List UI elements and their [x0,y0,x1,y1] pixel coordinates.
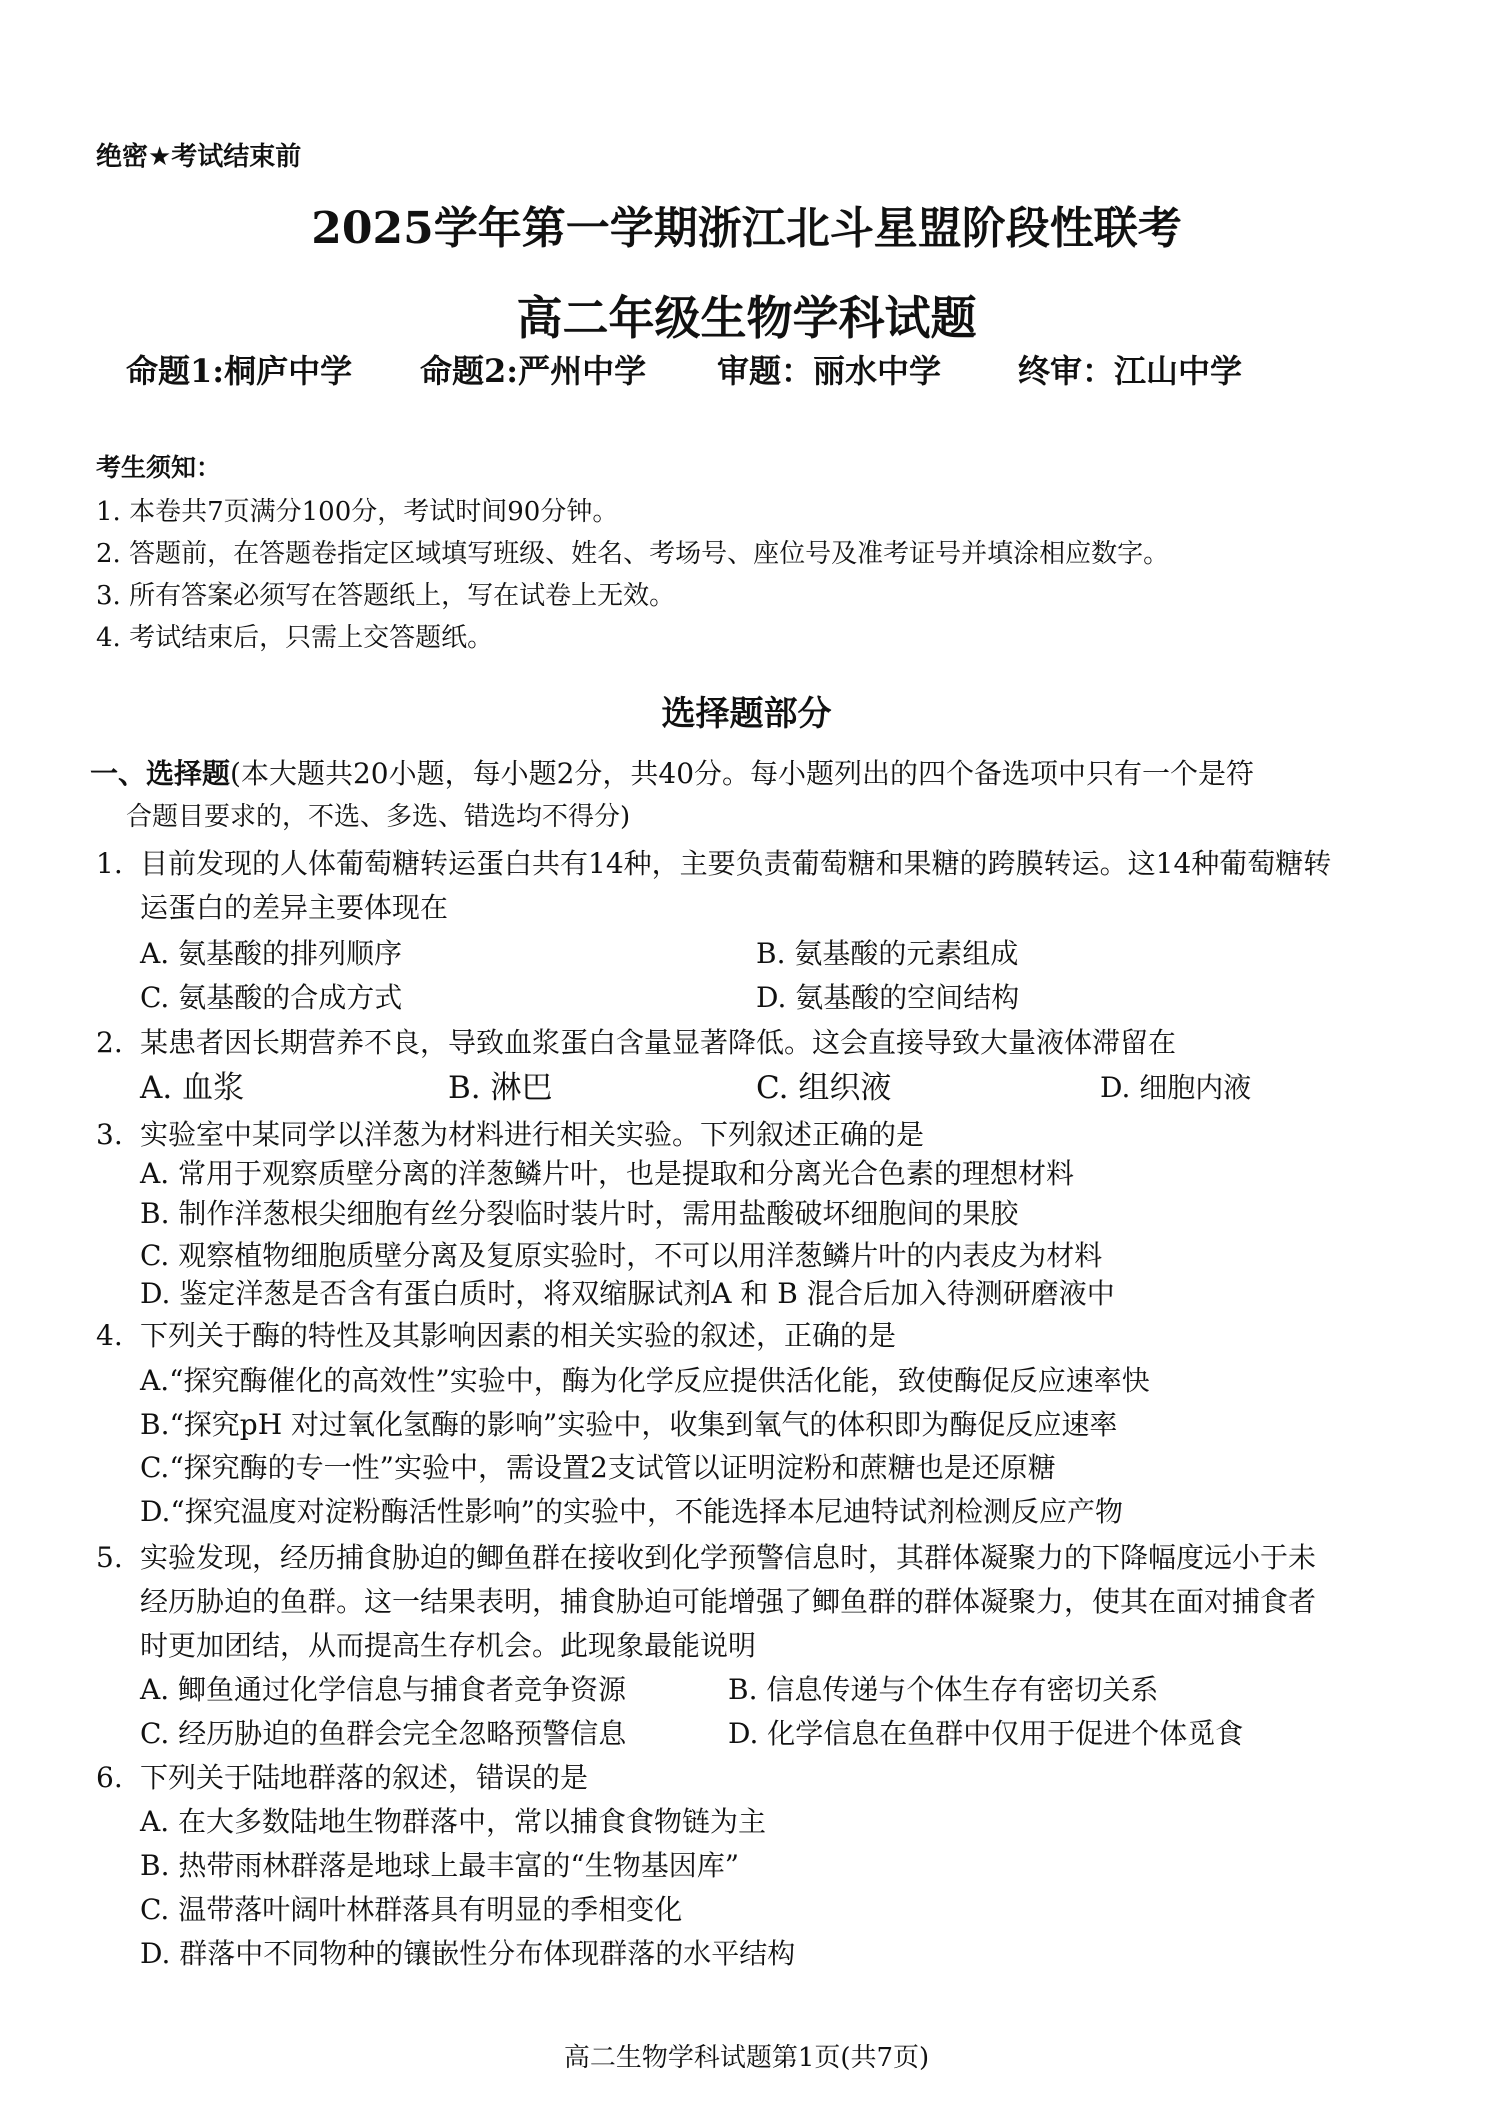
notice-item: 1. 本卷共7页满分100分，考试时间90分钟。 [96,497,619,527]
question-1-option-a: A. 氨基酸的排列顺序 [140,937,403,970]
question-text: 时更加团结，从而提高生存机会。此现象最能说明 [140,1629,757,1662]
question-1-option-d: D. 氨基酸的空间结构 [756,981,1020,1014]
question-number: 5. [96,1541,123,1574]
question-6-option-d: D. 群落中不同物种的镶嵌性分布体现群落的水平结构 [140,1937,796,1970]
question-2-option-d: D. 细胞内液 [1100,1071,1252,1104]
section-heading-text: (本大题共20小题，每小题2分，共40分。每小题列出的四个备选项中只有一个是符 [230,757,1255,790]
page-footer: 高二生物学科试题第1页(共7页) [563,2043,930,2073]
question-2-stem [96,1021,1176,1061]
question-6-option-a: A. 在大多数陆地生物群落中，常以捕食食物链为主 [140,1805,767,1838]
question-6-option-c: C. 温带落叶阔叶林群落具有明显的季相变化 [140,1893,683,1926]
question-4-option-d: D.“探究温度对淀粉酶活性影响”的实验中，不能选择本尼迪特试剂检测反应产物 [140,1495,1123,1528]
question-4-option-b: B.“探究pH 对过氧化氢酶的影响”实验中，收集到氧气的体积即为酶促反应速率 [140,1408,1118,1441]
question-5-option-a: A. 鲫鱼通过化学信息与捕食者竞争资源 [140,1673,627,1706]
section-title: 选择题部分 [661,694,832,734]
question-4-option-a: A.“探究酶催化的高效性”实验中，酶为化学反应提供活化能，致使酶促反应速率快 [140,1364,1150,1397]
question-5-stem [96,1536,1316,1576]
section-heading-text-cont: 合题目要求的，不选、多选、错选均不得分) [126,802,631,832]
question-text: 实验室中某同学以洋葱为材料进行相关实验。下列叙述正确的是 [140,1118,925,1151]
exam-subtitle: 高二年级生物学科试题 [516,291,977,345]
question-5-option-b: B. 信息传递与个体生存有密切关系 [728,1673,1159,1706]
question-4-stem [96,1314,896,1354]
question-number: 3. [96,1118,123,1151]
notice-item: 4. 考试结束后，只需上交答题纸。 [96,623,494,653]
exam-title: 2025学年第一学期浙江北斗星盟阶段性联考 [311,203,1182,254]
section-heading: 一、选择题 [90,757,231,790]
credit-setter-2: 命题2:严州中学 [420,352,647,390]
question-5-option-c: C. 经历胁迫的鱼群会完全忽略预警信息 [140,1717,627,1750]
question-text: 目前发现的人体葡萄糖转运蛋白共有14种，主要负责葡萄糖和果糖的跨膜转运。这14种葡萄糖转 [140,847,1332,880]
question-text: 下列关于陆地群落的叙述，错误的是 [140,1761,589,1794]
credit-setter-1: 命题1:桐庐中学 [126,352,353,390]
credit-reviewer: 审题：丽水中学 [717,352,942,390]
question-6-option-b: B. 热带雨林群落是地球上最丰富的“生物基因库” [140,1849,740,1882]
question-1-stem [96,842,1331,882]
question-3-option-d: D. 鉴定洋葱是否含有蛋白质时，将双缩脲试剂A 和 B 混合后加入待测研磨液中 [140,1277,1115,1310]
question-number: 2. [96,1026,123,1059]
question-text: 下列关于酶的特性及其影响因素的相关实验的叙述，正确的是 [140,1319,897,1352]
question-number: 1. [96,847,123,880]
question-3-option-c: C. 观察植物细胞质壁分离及复原实验时，不可以用洋葱鳞片叶的内表皮为材料 [140,1239,1103,1272]
question-6-stem [96,1756,588,1796]
question-text: 运蛋白的差异主要体现在 [140,891,449,924]
question-5-option-d: D. 化学信息在鱼群中仅用于促进个体觅食 [728,1717,1244,1750]
question-4-option-c: C.“探究酶的专一性”实验中，需设置2支试管以证明淀粉和蔗糖也是还原糖 [140,1451,1056,1484]
notice-item: 2. 答题前，在答题卷指定区域填写班级、姓名、考场号、座位号及准考证号并填涂相应数字。 [96,539,1170,569]
question-1-option-c: C. 氨基酸的合成方式 [140,981,403,1014]
notice-item: 3. 所有答案必须写在答题纸上，写在试卷上无效。 [96,581,676,611]
confidential-label: 绝密★考试结束前 [96,142,302,172]
question-number: 4. [96,1319,123,1352]
question-2-option-a: A. 血浆 [140,1070,245,1106]
question-3-option-a: A. 常用于观察质壁分离的洋葱鳞片叶，也是提取和分离光合色素的理想材料 [140,1157,1075,1190]
credit-final-reviewer: 终审：江山中学 [1018,352,1243,390]
section-instructions [90,752,1254,792]
question-text: 某患者因长期营养不良，导致血浆蛋白含量显著降低。这会直接导致大量液体滞留在 [140,1026,1177,1059]
notice-title: 考生须知： [96,453,222,482]
question-3-option-b: B. 制作洋葱根尖细胞有丝分裂临时装片时，需用盐酸破坏细胞间的果胶 [140,1197,1019,1230]
question-2-option-c: C. 组织液 [756,1070,892,1106]
question-text: 实验发现，经历捕食胁迫的鲫鱼群在接收到化学预警信息时，其群体凝聚力的下降幅度远小于未 [140,1541,1317,1574]
question-number: 6. [96,1761,123,1794]
question-1-option-b: B. 氨基酸的元素组成 [756,937,1019,970]
question-text: 经历胁迫的鱼群。这一结果表明，捕食胁迫可能增强了鲫鱼群的群体凝聚力，使其在面对捕食者 [140,1585,1317,1618]
question-2-option-b: B. 淋巴 [448,1070,553,1106]
question-3-stem [96,1113,924,1153]
